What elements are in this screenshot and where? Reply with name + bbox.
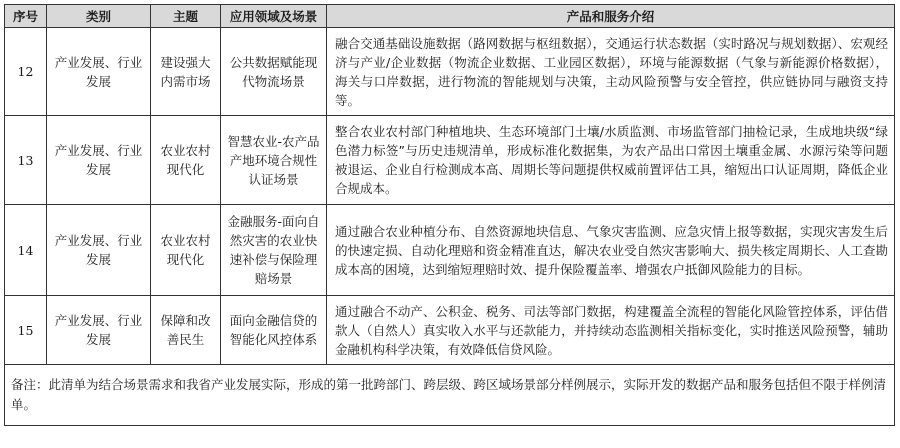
table-header-row — [5, 5, 895, 28]
row-category: 产业发展、行业发展 — [47, 205, 151, 296]
header-intro: 产品和服务介绍 — [327, 5, 895, 28]
row-intro: 融合交通基础设施数据（路网数据与枢纽数据），交通运行状态数据（实时路况与规划数据）、宏观经济与产业/企业数据（物流企业数据、工业园区数据），环境与能源数据（气象与新能源价格数据），海关与口岸数据，进行物流的智能规划与决策，主动风险预警与安全管控，供应链协同与融资支持等。 — [327, 28, 895, 116]
row-scenario: 面向金融信贷的智能化风控体系 — [221, 296, 327, 365]
header-theme: 主题 — [151, 5, 221, 28]
table-row — [5, 116, 895, 205]
row-category: 产业发展、行业发展 — [47, 296, 151, 365]
table-row — [5, 296, 895, 365]
header-category: 类别 — [47, 5, 151, 28]
catalog-table — [4, 4, 895, 426]
catalog-table-wrapper — [4, 4, 894, 426]
row-intro: 通过融合不动产、公积金、税务、司法等部门数据，构建覆盖全流程的智能化风险管控体系，评估借款人（自然人）真实收入水平与还款能力，并持续动态监测相关指标变化，实时推送风险预警，辅助金融机构科学决策，有效降低信贷风险。 — [327, 296, 895, 365]
row-no: 13 — [5, 116, 47, 205]
header-scenario: 应用领域及场景 — [221, 5, 327, 28]
row-category: 产业发展、行业发展 — [47, 116, 151, 205]
row-theme: 建设强大内需市场 — [151, 28, 221, 116]
row-intro: 通过融合农业种植分布、自然资源地块信息、气象灾害监测、应急灾情上报等数据，实现灾害发生后的快速定损、自动化理赔和资金精准直达，解决农业受自然灾害影响大、损失核定周期长、人工查勘成本高的困境，达到缩短理赔时效、提升保险覆盖率、增强农户抵御风险能力的目标。 — [327, 205, 895, 296]
row-scenario: 公共数据赋能现代物流场景 — [221, 28, 327, 116]
row-theme: 保障和改善民生 — [151, 296, 221, 365]
table-note-row — [5, 365, 895, 426]
row-theme: 农业农村现代化 — [151, 205, 221, 296]
row-scenario: 智慧农业-农产品产地环境合规性认证场景 — [221, 116, 327, 205]
row-no: 15 — [5, 296, 47, 365]
row-scenario: 金融服务-面向自然灾害的农业快速补偿与保险理赔场景 — [221, 205, 327, 296]
row-intro: 整合农业农村部门种植地块、生态环境部门土壤/水质监测、市场监管部门抽检记录，生成地块级“绿色潜力标签”与历史违规清单，形成标准化数据集，为农产品出口常因土壤重金属、水源污染等问题被退运、企业自行检测成本高、周期长等问题提供权威前置评估工具，缩短出口认证周期，降低企业合规成本。 — [327, 116, 895, 205]
table-note: 备注：此清单为结合场景需求和我省产业发展实际，形成的第一批跨部门、跨层级、跨区域场景部分样例展示，实际开发的数据产品和服务包括但不限于样例清单。 — [5, 365, 895, 426]
row-category: 产业发展、行业发展 — [47, 28, 151, 116]
row-no: 14 — [5, 205, 47, 296]
row-theme: 农业农村现代化 — [151, 116, 221, 205]
row-no: 12 — [5, 28, 47, 116]
table-row — [5, 205, 895, 296]
header-no: 序号 — [5, 5, 47, 28]
table-row — [5, 28, 895, 116]
